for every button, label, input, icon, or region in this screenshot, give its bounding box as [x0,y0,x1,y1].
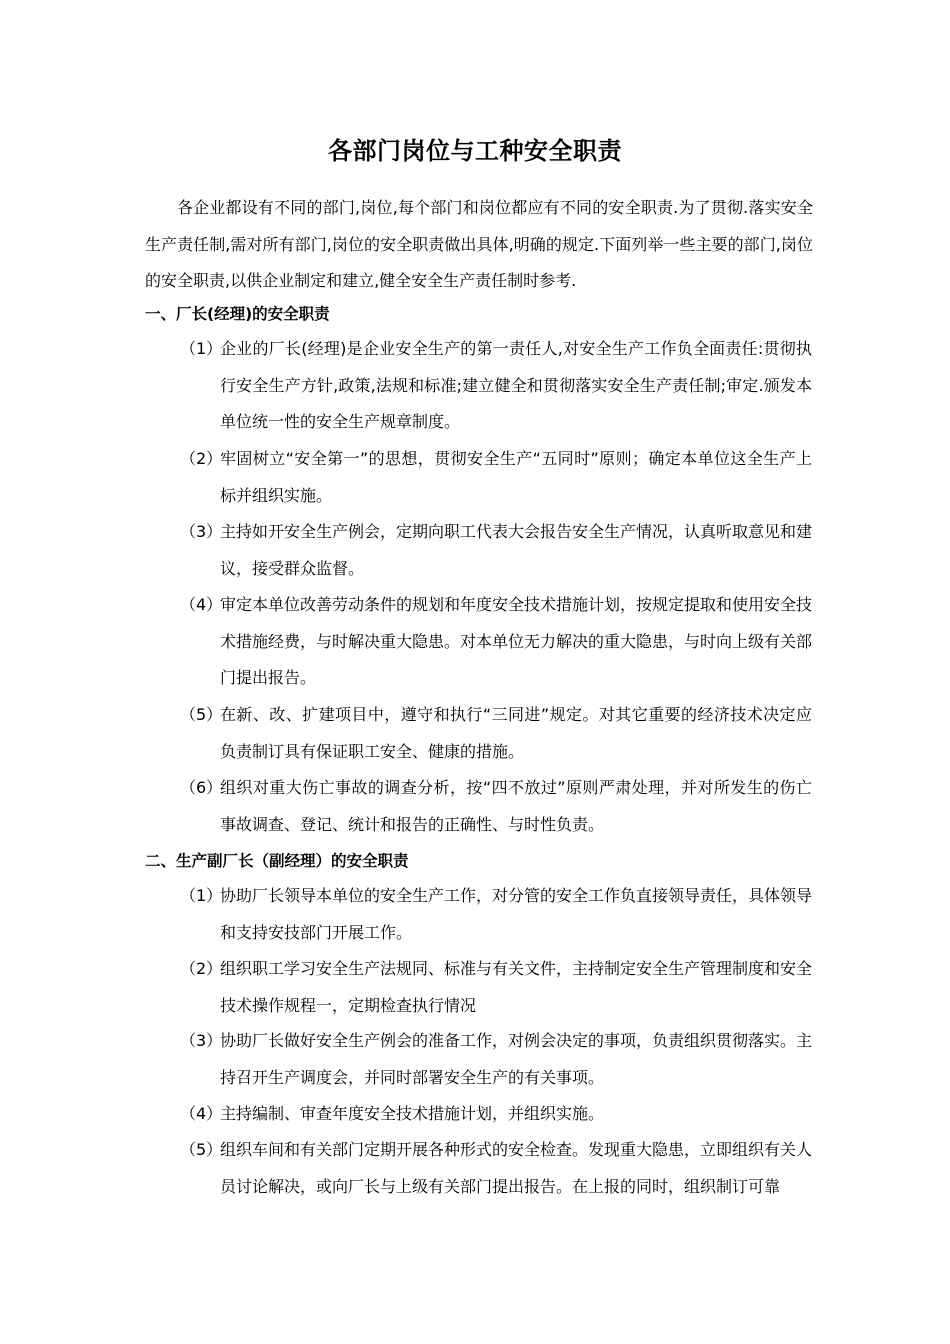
item-number: （1） [180,886,223,905]
list-item [180,514,812,587]
section-heading-deputy-director: 二、生产副厂长（副经理）的安全职责 [145,852,409,870]
intro-paragraph: 各企业都设有不同的部门,岗位,每个部门和岗位都应有不同的安全职责.为了贯彻.落实安全生产责任制,需对所有部门,岗位的安全职责做出具体,明确的规定.下面列举一些主要的部门,岗位的安全职责,以供企业制定和建立,健全安全生产责任制时参考. [145,198,813,290]
item-number: （2） [180,959,223,978]
item-text: 审定本单位改善劳动条件的规划和年度安全技术措施计划，按规定提取和使用安全技术措施经费，与时解决重大隐患。对本单位无力解决的重大隐患，与时向上级有关部门提出报告。 [220,595,813,687]
item-number: （3） [180,1031,223,1050]
item-text: 协助厂长领导本单位的安全生产工作，对分管的安全工作负直接领导责任，具体领导和支持安技部门开展工作。 [220,886,813,942]
item-text: 企业的厂长(经理)是企业安全生产的第一责任人,对安全生产工作负全面责任:贯彻执行安全生产方针,政策,法规和标准;建立健全和贯彻落实安全生产责任制;审定.颁发本单位统一性的安全生产规章制度。 [220,339,812,431]
list-item [180,697,812,770]
item-number: （4） [180,1104,223,1123]
item-number: （5） [180,705,223,724]
section-heading-factory-director: 一、厂长(经理)的安全职责 [145,305,330,323]
item-text: 协助厂长做好安全生产例会的准备工作，对例会决定的事项，负责组织贯彻落实。主持召开生产调度会，并同时部署安全生产的有关事项。 [220,1031,813,1087]
item-text: 主持如开安全生产例会，定期向职工代表大会报告安全生产情况，认真听取意见和建议，接受群众监督。 [220,522,813,578]
item-number: （6） [180,778,223,797]
list-item [180,1096,812,1133]
list-item [180,1132,812,1205]
list-item [180,587,812,697]
item-text: 牢固树立“安全第一”的思想，贯彻安全生产“五同时”原则；确定本单位这全生产上标并组织实施。 [220,449,812,505]
item-text: 组织车间和有关部门定期开展各种形式的安全检查。发现重大隐患，立即组织有关人员讨论解决，或向厂长与上级有关部门提出报告。在上报的同时，组织制订可靠 [220,1140,813,1196]
item-number: （4） [180,595,223,614]
item-text: 主持编制、审查年度安全技术措施计划，并组织实施。 [220,1104,605,1123]
document-title: 各部门岗位与工种安全职责 [328,137,622,165]
item-text: 组织职工学习安全生产法规同、标准与有关文件，主持制定安全生产管理制度和安全技术操作规程一，定期检查执行情况 [220,959,813,1015]
list-item [180,951,812,1024]
list-item [180,770,812,843]
item-number: （3） [180,522,223,541]
list-item [180,331,812,441]
list-item [180,441,812,514]
item-number: （1） [180,339,223,358]
item-text: 组织对重大伤亡事故的调查分析，按“四不放过”原则严肃处理，并对所发生的伤亡事故调查、登记、统计和报告的正确性、与时性负责。 [220,778,812,834]
list-item [180,878,812,951]
item-text: 在新、改、扩建项目中，遵守和执行“三同进”规定。对其它重要的经济技术决定应负责制订具有保证职工安全、健康的措施。 [220,705,812,761]
list-item [180,1023,812,1096]
item-number: （5） [180,1140,223,1159]
item-number: （2） [180,449,223,468]
